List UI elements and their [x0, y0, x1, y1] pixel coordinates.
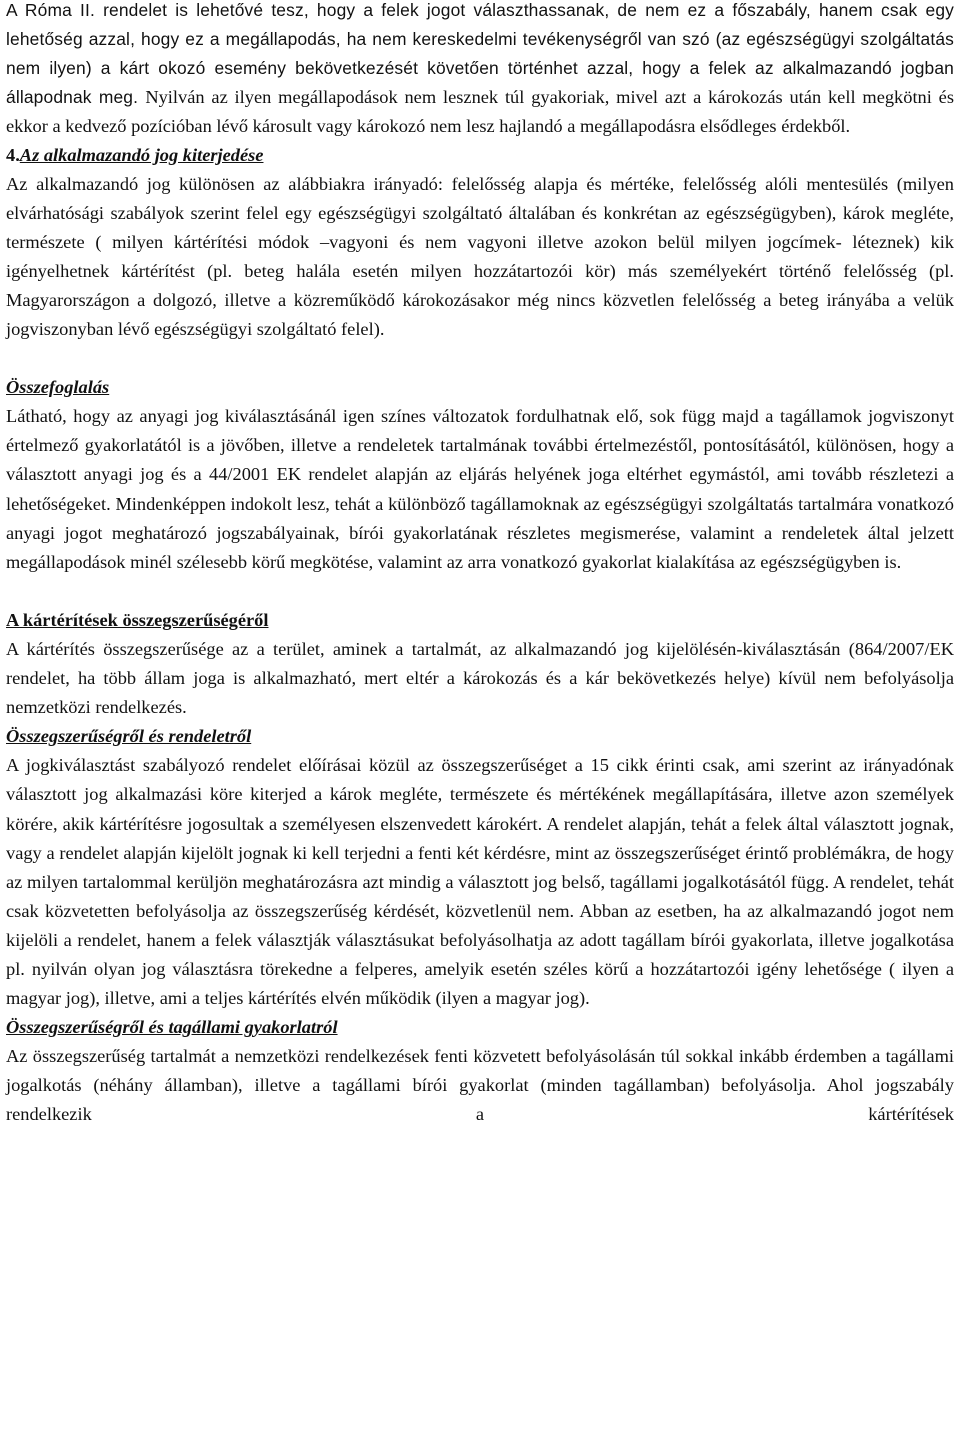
regulation-body: A jogkiválasztást szabályozó rendelet előírásai közül az összegszerűséget a 15 cikk érinti csak, ami szerint az irányadónak választott jog alkalmazási köre kiterjed a károk megléte, természete és mértékének megállapítására, illetve azon személyek körére, akik kártérítésre jogosultak a személyesen elszenvedett károkért. A rendelet alapján, tehát a felek által választott jognak, vagy a rendelet alapján kijelölt jognak ki kell terjedni a fenti két kérdésre, mint az összegszerűséget érintő problémákra, de hogy az milyen tartalommal kerüljön meghatározásra azt mindig a választott jog belső, tagállami jogalkotásától függ. A rendelet, tehát csak közvetetten befolyásolja az összegszerűség kérdését, közvetlenül nem. Abban az esetben, ha az alkalmazandó jogot nem kijelöli a rendelet, hanem a felek választják választásukat befolyásolhatja az adott tagállam bírói gyakorlata, illetve jogalkotása pl. nyilván olyan jog választásra törekedne a felperes, amelyik esetén széles körű a hozzátartozói igény lehetősége ( ilyen a magyar jog), illetve, ami a teljes kártérítés elvén működik (ilyen a magyar jog).: [6, 755, 954, 1009]
practice-title: Összegszerűségről és tagállami gyakorlatról: [6, 1017, 338, 1038]
regulation-heading: [6, 722, 954, 751]
regulation-title: Összegszerűségről és rendeletről: [6, 726, 252, 747]
damages-body: A kártérítés összegszerűsége az a terület, aminek a tartalmát, az alkalmazandó jog kijelölésén-kiválasztásán (864/2007/EK rendelet, ha több állam joga is alkalmazható, mert eltér a károkozás és a kár bekövetkezés helye) kívül nem befolyásolja nemzetközi rendelkezés.: [6, 638, 954, 718]
intro-continuation-text: Nyilván az ilyen megállapodások nem lesznek túl gyakoriak, mivel azt a károkozás után kell megkötni és ekkor a kedvező pozícióban lévő károsult vagy károkozó nem lesz hajlandó a megállapodásra elsődleges érdekből.: [6, 86, 955, 136]
practice-heading: [6, 1013, 954, 1042]
practice-body: Az összegszerűség tartalmát a nemzetközi rendelkezések fenti közvetett befolyásolásán túl sokkal inkább érdemben a tagállami jogalkotás (néhány államban), illetve a tagállami bírói gyakorlat (minden tagállamban) befolyásolja. Ahol jogszabály rendelkezik a kártérítések: [6, 1046, 954, 1125]
intro-text: A Róma II. rendelet is lehetővé tesz, hogy a felek jogot választhassanak, de nem ez a főszabály, hanem csak egy lehetőség azzal, hogy ez a megállapodás, ha nem kereskedelmi tevékenységről van szó (az egészségügyi szolgáltatás nem ilyen) a kárt okozó esemény bekövetkezését követően történhet azzal, hogy a felek az alkalmazandó jogban állapodnak meg.: [6, 0, 954, 107]
spacer: [6, 577, 954, 606]
summary-title: Összefoglalás: [6, 377, 110, 398]
damages-heading: [6, 606, 954, 635]
section-4-number: 4.: [6, 144, 20, 165]
section-4-body: Az alkalmazandó jog különösen az alábbiakra irányadó: felelősség alapja és mértéke, felelősség alóli mentesülés (milyen elvárhatósági szabályok szerint felel egy egészségügyi szolgáltató általában és konkrétan az egészségügyben), károk megléte, természete ( milyen kártérítési módok –vagyoni és nem vagyoni illetve azokon belül milyen jogcímek- léteznek) kik igényelhetnek kártérítést (pl. beteg halála esetén milyen hozzátartozói kör) más személyekért történő felelősség (pl. Magyarországon a dolgozó, illetve a közreműködő károkozásakor még nincs közvetlen felelősség a beteg irányába a velük jogviszonyban lévő egészségügyi szolgáltató felel).: [6, 173, 954, 340]
intro-paragraph: [6, 0, 954, 141]
spacer: [6, 344, 954, 373]
section-4-heading: [6, 141, 954, 170]
summary-heading: [6, 373, 954, 402]
damages-title: A kártérítések összegszerűségéről: [6, 609, 269, 630]
section-4-title: Az alkalmazandó jog kiterjedése: [19, 144, 264, 165]
summary-body: Látható, hogy az anyagi jog kiválasztásánál igen színes változatok fordulhatnak elő, sok függ majd a tagállamok jogviszonyt értelmező gyakorlatától is a jövőben, illetve a rendeletek tartalmának további értelmezéstől, pontosításától, különösen, hogy a választott anyagi jog és a 44/2001 EK rendelet alapján az eljárás helyének joga eltérhet egymástól, ami tovább részletezi a lehetőségeket. Mindenképpen indokolt lesz, tehát a különböző tagállamoknak az egészségügyi szolgáltatás tartalmára vonatkozó anyagi jogot meghatározó jogszabályainak, bírói gyakorlatának részletes megismerése, valamint a rendeletek által jelzett megállapodások minél szélesebb körű megkötése, valamint az arra vonatkozó gyakorlat kialakítása az egészségügyben is.: [6, 406, 954, 572]
